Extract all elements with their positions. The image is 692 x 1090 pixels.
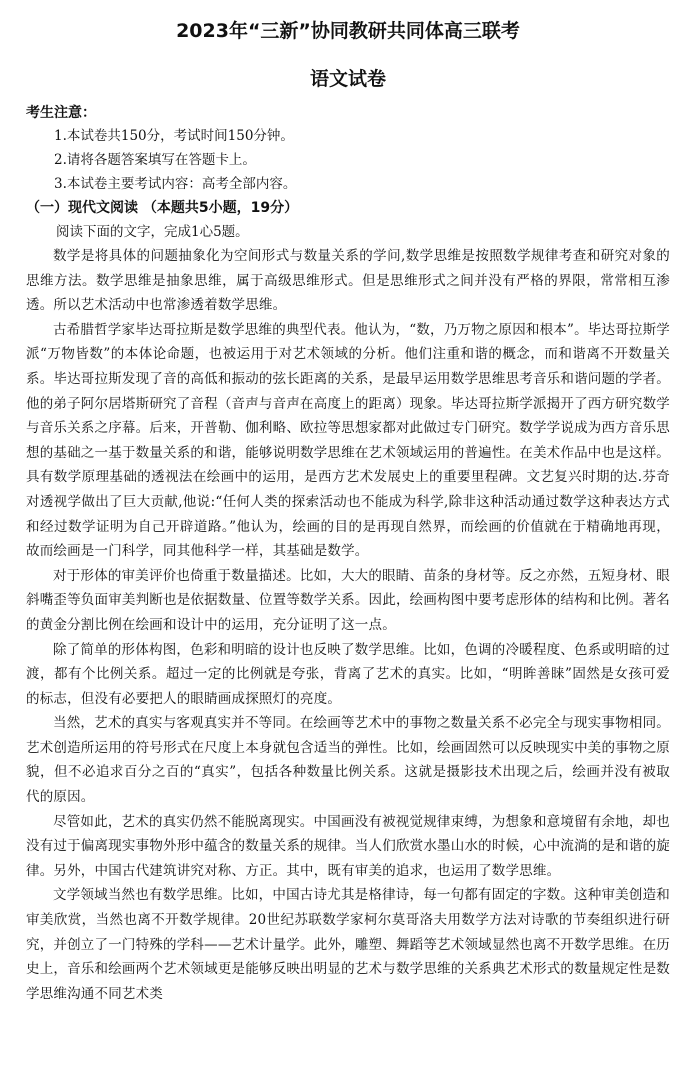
notice-item-1: 1.本试卷共150分，考试时间150分钟。	[54, 128, 294, 144]
passage-paragraph-3: 对于形体的审美评价也倚重于数量描述。比如，大大的眼睛、苗条的身材等。反之亦然，五短身材、眼斜嘴歪等负面审美判断也是依据数量、位置等数学关系。因此，绘画构图中要考虑形体的结构和比例。著名的黄金分割比例在绘画和设计中的运用，充分证明了这一点。	[26, 567, 670, 633]
notice-heading: 考生注意：	[26, 105, 96, 121]
passage-paragraph-2: 古希腊哲学家毕达哥拉斯是数学思维的典型代表。他认为，“数，乃万物之原因和根本”。毕达哥拉斯学派“万物皆数”的本体论命题，也被运用于对艺术领域的分析。他们注重和谐的概念，而和谐离不开数量关系。毕达哥拉斯发现了音的高低和振动的弦长距离的关系，是最早运用数学思维思考音乐和谐问题的学者。他的弟子阿尔居塔斯研究了音程（音声与音声在高度上的距离）现象。毕达哥拉斯学派揭开了西方研究数学与音乐关系之序幕。后来，开普勒、伽利略、欧拉等思想家都对此做过专门研究。数学学说成为西方音乐思想的基础之一基于数量关系的和谐，能够说明数学思维在艺术领域运用的普遍性。在美术作品中也是这样。具有数学原理基础的透视法在绘画中的运用，是西方艺术发展史上的重要里程碑。文艺复兴时期的达.芬奇对透视学做出了巨大贡献,他说:“任何人类的探索活动也不能成为科学,除非这种活动通过数学这种表达方式和经过数学证明为自己开辟道路。”他认为，绘画的目的是再现自然界，而绘画的价值就在于精确地再现，故而绘画是一门科学，同其他科学一样，其基础是数学。	[26, 321, 671, 560]
notice-item-2: 2.请将各题答案填写在答题卡上。	[54, 152, 256, 168]
notice-block	[26, 102, 670, 196]
exam-subtitle: 语文试卷	[309, 68, 386, 90]
passage-paragraph-4: 除了简单的形体构图，色彩和明暗的设计也反映了数学思维。比如，色调的冷暖程度、色系或明暗的过渡，都有个比例关系。超过一定的比例就是夸张，背离了艺术的真实。比如，“明眸善睐”固然是女孩可爱的标志，但没有必要把人的眼睛画成探照灯的亮度。	[26, 641, 670, 707]
notice-item-3: 3.本试卷主要考试内容：高考全部内容。	[54, 176, 297, 192]
passage-paragraph-5: 当然，艺术的真实与客观真实并不等同。在绘画等艺术中的事物之数量关系不必完全与现实事物相同。艺术创造所运用的符号形式在尺度上本身就包含适当的弹性。比如，绘画固然可以反映现实中美的事物之原貌，但不必追求百分之百的“真实”，包括各种数量比例关系。这就是摄影技术出现之后，绘画并没有被取代的原因。	[26, 715, 670, 806]
passage-paragraph-6: 尽管如此，艺术的真实仍然不能脱离现实。中国画没有被视觉规律束缚，为想象和意境留有余地，却也没有过于偏离现实事物外形中蕴含的数量关系的规律。当人们欣赏水墨山水的时候，心中流淌的是和谐的旋律。另外，中国古代建筑讲究对称、方正。其中，既有审美的追求，也运用了数学思维。	[26, 813, 670, 879]
section-heading: （一）现代文阅读 （本题共5小题，19分）	[26, 200, 299, 216]
reading-passage	[26, 244, 670, 1006]
passage-paragraph-1: 数学是将具体的问题抽象化为空间形式与数量关系的学问,数学思维是按照数学规律考查和研究对象的思维方法。数学思维是抽象思维，属于高级思维形式。但是思维形式之间并没有严格的界限，常常相互渗透。所以艺术活动中也常渗透着数学思维。	[26, 248, 670, 314]
passage-paragraph-7: 文学领域当然也有数学思维。比如，中国古诗尤其是格律诗，每一句都有固定的字数。这种审美创造和审美欣赏，当然也离不开数学规律。20世纪苏联数学家柯尔莫哥洛夫用数学方法对诗歌的节奏组织进行研究，并创立了一门特殊的学科——艺术计量学。此外，雕塑、舞蹈等艺术领域显然也离不开数学思维。在历史上，音乐和绘画两个艺术领域更是能够反映出明显的艺术与数学思维的关系典艺术形式的数量规定性是数学思维沟通不同艺术类	[26, 887, 670, 1002]
exam-title: 2023年“三新”协同教研共同体高三联考	[176, 20, 520, 42]
section-instruction: 阅读下面的文字，完成1心5题。	[56, 224, 249, 240]
